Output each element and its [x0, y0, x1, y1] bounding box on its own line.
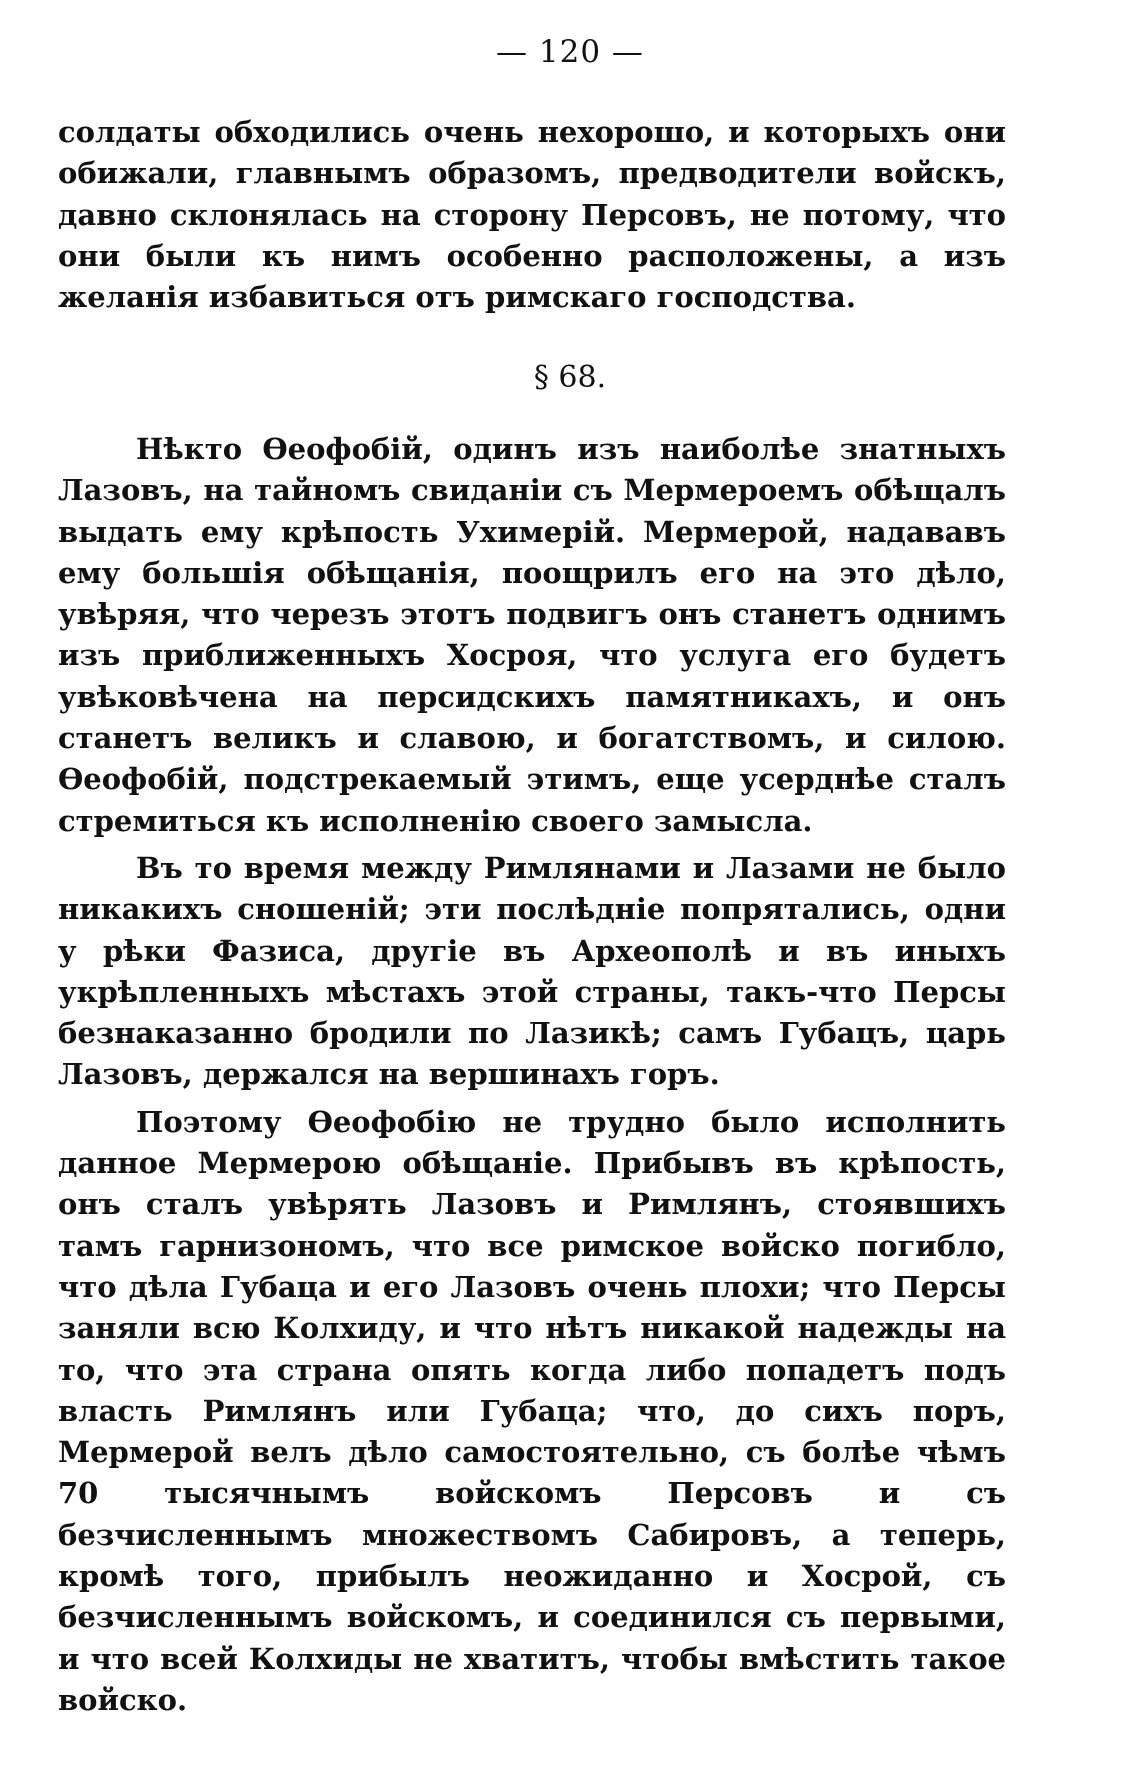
paragraph: Нѣкто Ѳеофобій, одинъ изъ наиболѣе знатныхъ Лазовъ, на тайномъ свиданіи съ Мермероемъ обѣщалъ выдать ему крѣпость Ухимерій. Мермерой, надававъ ему большія обѣщанія, поощрилъ его на это дѣло, увѣряя, что черезъ этотъ подвигъ онъ станетъ однимъ изъ приближенныхъ Хосроя, что услуга его будетъ увѣковѣчена на персидскихъ памятникахъ, и онъ станетъ великъ и славою, и богатствомъ, и силою. Ѳеофобій, подстрекаемый этимъ, еще усерднѣе сталъ стремиться къ исполненію своего замысла. [58, 432, 1006, 838]
paragraph: Поэтому Ѳеофобію не трудно было исполнить данное Мермерою обѣщаніе. Прибывъ въ крѣпость, онъ сталъ увѣрять Лазовъ и Римлянъ, стоявшихъ тамъ гарнизономъ, что все римское войско погибло, что дѣла Губаца и его Лазовъ очень плохи; что Персы заняли всю Колхиду, и что нѣтъ никакой надежды на то, что эта страна опять когда либо попадетъ подъ власть Римлянъ или Губаца; что, до сихъ поръ, Мермерой велъ дѣло самостоятельно, съ болѣе чѣмъ 70 тысячнымъ войскомъ Персовъ и съ безчисленнымъ множествомъ Сабировъ, а теперь, кромѣ того, прибылъ неожиданно и Хосрой, съ безчисленнымъ войскомъ, и соединился съ первыми, и что всей Колхиды не хватитъ, чтобы вмѣстить такое войско. [58, 1104, 1006, 1717]
section-heading: § 68. [533, 360, 607, 395]
intro-paragraph: солдаты обходились очень нехорошо, и которыхъ они обижали, главнымъ образомъ, предводители войскъ, давно склонялась на сторону Персовъ, не потому, что они были къ нимъ особенно расположены, а изъ желанія избавиться отъ римскаго господства. [58, 115, 1006, 315]
paragraph: Въ то время между Римлянами и Лазами не было никакихъ сношеній; эти послѣдніе попрятались, одни у рѣки Фазиса, другіе въ Археополѣ и въ иныхъ укрѣпленныхъ мѣстахъ этой страны, такъ-что Персы безнаказанно бродили по Лазикѣ; самъ Губацъ, царь Лазовъ, держался на вершинахъ горъ. [58, 850, 1006, 1092]
page-number: — 120 — [496, 34, 644, 70]
section-text-block [58, 429, 1006, 1721]
intro-text-block [58, 112, 1006, 318]
